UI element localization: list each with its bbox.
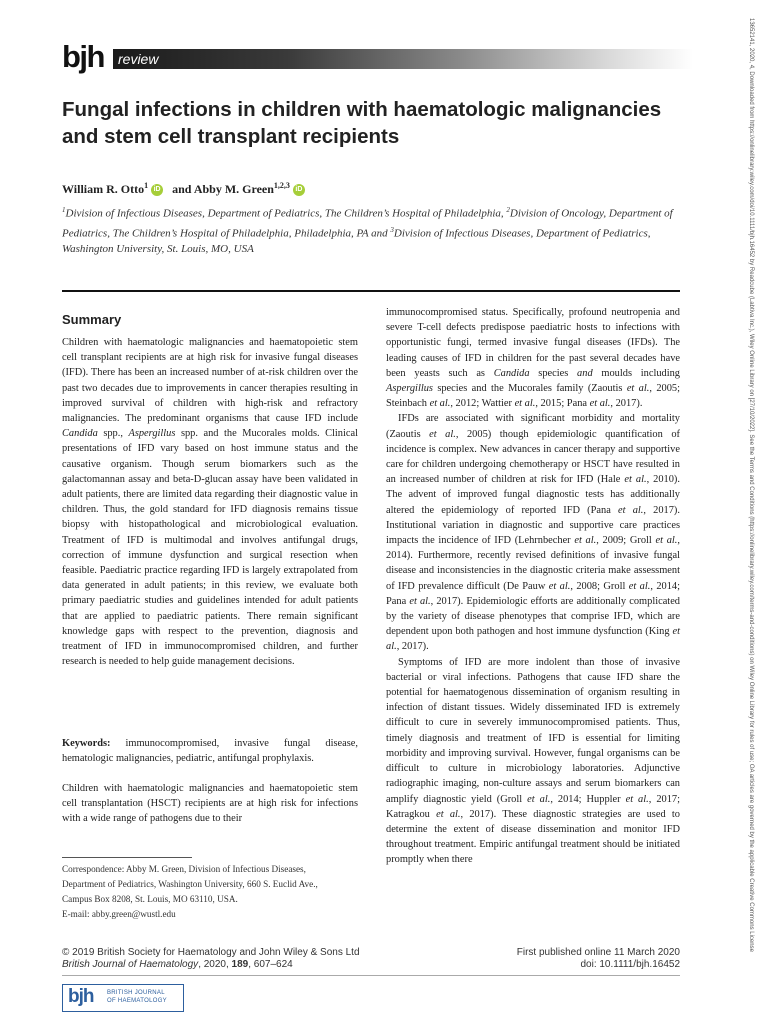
footer-publication xyxy=(460,947,680,971)
footer-copyright xyxy=(62,947,360,971)
affil-text: Division of Oncology, Department of Pediatrics, The Children’s Hospital of Philadelphia, Philadelphia, PA and xyxy=(62,207,673,240)
abstract-span: spp. and the Mucorales molds. Clinical presentations of IFD vary based on host immune status and the causative organism. Though serum biomarkers such as the galactomannan assay and beta-D-glucan assay have been validated in adult patients, there are limited data regarding their diagnostic value in children. Thus, the gold standard for IFD diagnosis remains tissue biopsy with histopathological and microbiological evaluation. Treatment of IFD is multimodal and involves antifungal drugs, correction of immune dysfunction and surgical resection when feasible. Paediatric practice regarding IFD is largely extrapolated from data generated in adult patients; in this review, we evaluate both primary paediatric studies and guidelines intended for adult patients that are applied to paediatric patients. There remain significant knowledge gaps with respect to the prevention, diagnosis and treatment of IFD in immunocompromised children, and further research is needed to help guide management decisions. xyxy=(62,428,358,668)
author-line xyxy=(62,178,311,197)
published-date: First published online 11 March 2020 xyxy=(516,947,680,958)
section-label: review xyxy=(118,51,159,67)
author-affil-sup: 1 xyxy=(144,181,149,190)
keywords-text: immunocompromised, invasive fungal disease, hematologic malignancies, pediatric, antifungal prophylaxis. xyxy=(62,738,358,765)
species-name: Candida xyxy=(62,428,98,440)
author-name: William R. Otto xyxy=(62,182,145,196)
author-joiner: and xyxy=(172,182,192,196)
copyright-line: © 2019 British Society for Haematology and John Wiley & Sons Ltd xyxy=(62,947,360,958)
volume: 189 xyxy=(231,959,249,970)
download-notice xyxy=(744,18,758,1008)
download-notice-text: 13652141, 2020, 4, Downloaded from https://onlinelibrary.wiley.com/doi/10.1111/bjh.16452 by Readcube (Labtiva Inc.), Wiley Online Library on [27/10/2022]. See the Terms and Conditions (https://onlinelibrary.wiley.com/terms-and-conditions) on Wiley Online Library for rules of use; OA articles are governed by the applicable Creative Commons License xyxy=(748,18,754,952)
intro-paragraph: Children with haematologic malignancies and haematopoietic stem cell transplantation (HSCT) recipients are at high risk for infections with a wide range of pathogens due to their xyxy=(62,783,358,825)
affil-sup: 3 xyxy=(390,225,394,234)
body-right-column xyxy=(386,305,680,868)
affiliations xyxy=(62,202,682,257)
abstract-span: spp., xyxy=(97,428,129,440)
author-affil-sup: 1,2,3 xyxy=(273,181,290,190)
section-banner xyxy=(113,49,693,69)
affil-text: Division of Infectious Diseases, Department of Pediatrics, The Children’s Hospital of Philadelphia, xyxy=(65,207,504,220)
footer-journal-logo xyxy=(62,984,184,1012)
correspondence xyxy=(62,862,362,922)
header-divider xyxy=(62,290,680,292)
doi-link[interactable]: doi: 10.1111/bjh.16452 xyxy=(580,959,680,970)
keywords xyxy=(62,736,358,766)
summary-heading: Summary xyxy=(62,312,122,327)
footnote-rule xyxy=(62,857,192,858)
body-paragraph: IFDs are associated with significant morbidity and mortality (Zaoutis et al., 2005) though epidemiologic quantification of incidence is complex. New advances in cancer therapy and supportive care for children undergoing chemotherapy or HSCT have resulted in an increased number of children at risk for IFD (Hale et al., 2010). The advent of improved fungal diagnostic tests has additionally altered the epidemiology of reported IFD (Pana et al., 2017). Institutional variation in diagnostic and supportive care practices impacts the incidence of IFD (Lehrnbecher et al., 2009; Groll et al., 2014). Furthermore, recently revised definitions of invasive fungal disease and inconsistencies in the diagnostic criteria make assessment of IFD prevalence difficult (De Pauw et al., 2008; Groll et al., 2014; Pana et al., 2017). Epidemiologic efforts are additionally complicated by the variety of disease phenotypes that comprise IFD, which are dependent upon both pathogen and host immune dysfunction (King et al., 2017). xyxy=(386,413,681,653)
orcid-icon[interactable]: iD xyxy=(151,184,163,196)
corr-line: Department of Pediatrics, Washington University, 660 S. Euclid Ave., xyxy=(62,879,318,889)
abstract-span: Children with haematologic malignancies and haematopoietic stem cell transplant recipients are at high risk for invasive fungal diseases (IFD). There has been an increased number of at-risk children over the past two decades due to improvements in cancer therapies resulting in improved survival of children with high-risk and refractory malignancies. The predominant organisms that cause IFD include xyxy=(62,337,358,425)
corr-line: Correspondence: Abby M. Green, Division of Infectious Diseases, xyxy=(62,864,306,874)
affil-sup: 2 xyxy=(506,206,510,214)
orcid-icon[interactable]: iD xyxy=(293,184,305,196)
keywords-label: Keywords: xyxy=(62,738,111,749)
abstract-text xyxy=(62,335,358,669)
author-name: Abby M. Green xyxy=(193,182,274,196)
logo-wordmark: BRITISH JOURNAL OF HAEMATOLOGY xyxy=(107,990,167,1004)
body-paragraph: Symptoms of IFD are more indolent than those of invasive bacterial or viral infections. Pathogens that cause IFD share the potential for haematogenous dissemination of organism resulting in infection of distant tissues. Widely disseminated IFD is extremely difficult to cure in severely immunocompromised patients. Thus, timely diagnosis and treatment of IFD is essential for limiting morbidity and improving survival. However, fungal organisms can be difficult to culture in microbiology laboratories. Adjunctive radiographic imaging, non-culture assays and serum biomarkers can amplify diagnostic yield (Groll et al., 2014; Huppler et al., 2017; Katragkou et al., 2017). These diagnostic strategies are used to determine the extent of disease dissemination and monitor IFD throughout treatment. Empiric antifungal treatment should be initiated promptly when there xyxy=(386,656,680,866)
body-paragraph: immunocompromised status. Specifically, profound neutropenia and severe T-cell defects predispose paediatric hosts to infections with opportunistic fungi, termed invasive fungal diseases (IFDs). The leading causes of IFD in children for the past several decades have been yeasts such as Candida species and moulds including Aspergillus species and the Mucorales family (Zaoutis et al., 2005; Steinbach et al., 2012; Wattier et al., 2015; Pana et al., 2017). xyxy=(386,307,680,410)
journal-name: British Journal of Haematology xyxy=(62,959,199,970)
affil-sup: 1 xyxy=(62,206,66,214)
corr-email[interactable]: E-mail: abby.green@wustl.edu xyxy=(62,909,176,919)
footer-divider xyxy=(62,975,680,976)
affil-text: Division of Infectious Diseases, Department of Pediatrics, Washington University, St. Louis, MO, USA xyxy=(62,227,651,256)
species-name: Aspergillus xyxy=(128,428,176,440)
journal-logo: bjh xyxy=(62,39,104,74)
corr-line: Campus Box 8208, St. Louis, MO 63110, USA. xyxy=(62,894,238,904)
citation-line: British Journal of Haematology, 2020, 189, 607–624 xyxy=(62,959,293,970)
logo-mark: bjh xyxy=(68,986,94,1007)
article-title: Fungal infections in children with haematologic malignancies and stem cell transplant recipients xyxy=(62,98,662,148)
